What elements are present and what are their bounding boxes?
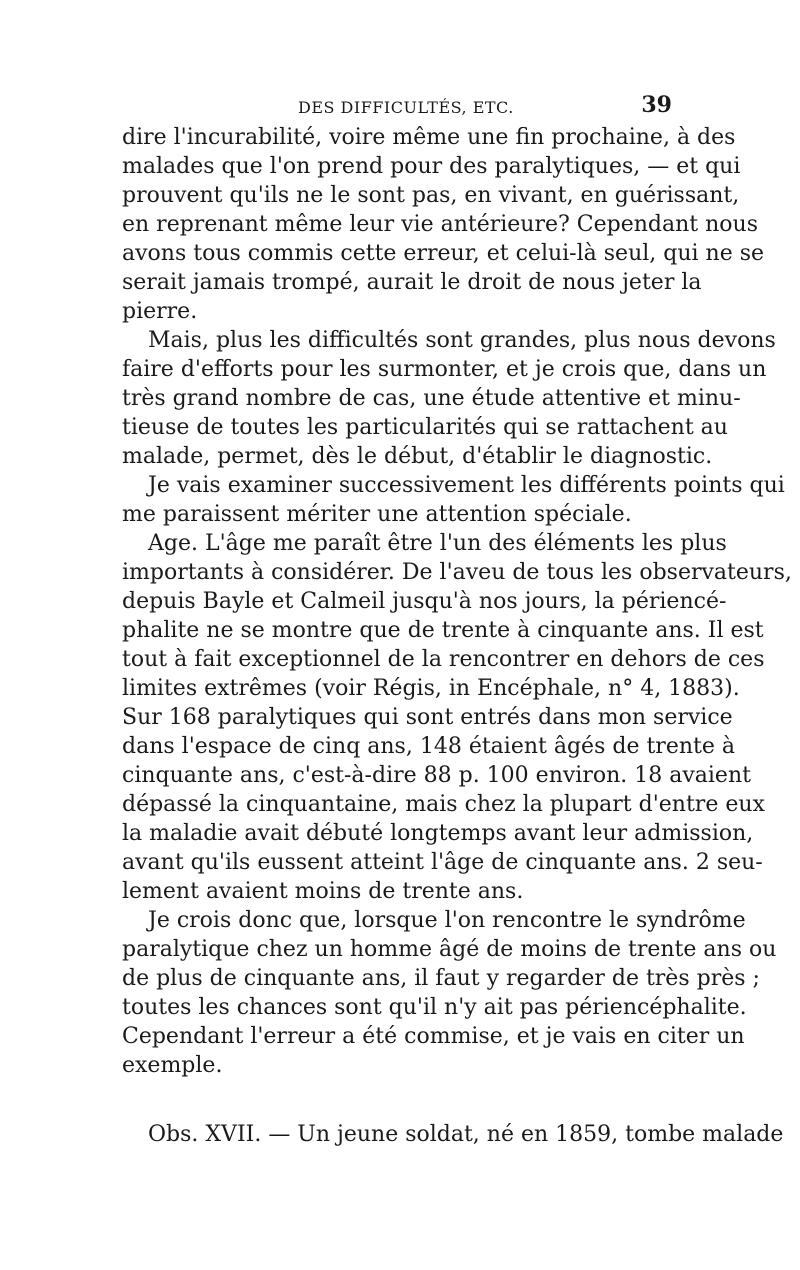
- text-line: limites extrêmes (voir Régis, in Encéphale, n° 4, 1883).: [122, 676, 740, 701]
- text-line: tieuse de toutes les particularités qui se rattachent au: [122, 415, 728, 440]
- text-line: cinquante ans, c'est-à-dire 88 p. 100 environ. 18 avaient: [122, 763, 751, 788]
- body-text: [122, 123, 792, 1149]
- text-line: avons tous commis cette erreur, et celui-là seul, qui ne se: [122, 241, 765, 266]
- text-line: importants à considérer. De l'aveu de tous les observateurs,: [122, 560, 792, 585]
- text-line: très grand nombre de cas, une étude attentive et minu-: [122, 386, 741, 411]
- text-line: Je vais examiner successivement les différents points qui: [148, 473, 785, 498]
- text-line: exemple.: [122, 1053, 223, 1078]
- observation-heading: Obs. XVII. — Un jeune soldat, né en 1859, tombe malade: [148, 1122, 784, 1147]
- text-line: malades que l'on prend pour des paralytiques, — et qui: [122, 154, 741, 179]
- text-line: lement avaient moins de trente ans.: [122, 879, 524, 904]
- text-line: serait jamais trompé, aurait le droit de nous jeter la: [122, 270, 702, 295]
- text-line: toutes les chances sont qu'il n'y ait pas périencéphalite.: [122, 995, 747, 1020]
- text-line: dépassé la cinquantaine, mais chez la plupart d'entre eux: [122, 792, 765, 817]
- text-line: malade, permet, dès le début, d'établir le diagnostic.: [122, 444, 713, 469]
- text-line: faire d'efforts pour les surmonter, et je crois que, dans un: [122, 357, 767, 382]
- text-line: depuis Bayle et Calmeil jusqu'à nos jours, la périencé-: [122, 589, 727, 614]
- text-line: pierre.: [122, 299, 198, 324]
- text-line: paralytique chez un homme âgé de moins de trente ans ou: [122, 937, 777, 962]
- text-line: me paraissent mériter une attention spéciale.: [122, 502, 632, 527]
- text-line: Age. L'âge me paraît être l'un des éléments les plus: [148, 531, 727, 556]
- text-line: tout à fait exceptionnel de la rencontrer en dehors de ces: [122, 647, 765, 672]
- text-line: de plus de cinquante ans, il faut y regarder de très près ;: [122, 966, 760, 991]
- text-line: phalite ne se montre que de trente à cinquante ans. Il est: [122, 618, 764, 643]
- text-line: dire l'incurabilité, voire même une fin prochaine, à des: [122, 125, 736, 150]
- page-number: 39: [641, 92, 672, 118]
- text-line: Je crois donc que, lorsque l'on rencontre le syndrôme: [148, 908, 746, 933]
- text-line: Cependant l'erreur a été commise, et je vais en citer un: [122, 1024, 745, 1049]
- text-line: prouvent qu'ils ne le sont pas, en vivant, en guérissant,: [122, 183, 740, 208]
- text-line: la maladie avait débuté longtemps avant leur admission,: [122, 821, 754, 846]
- running-head: DES DIFFICULTÉS, ETC.: [298, 98, 514, 117]
- text-line: Mais, plus les difficultés sont grandes, plus nous devons: [148, 328, 776, 353]
- text-line: en reprenant même leur vie antérieure? Cependant nous: [122, 212, 759, 237]
- text-line: Sur 168 paralytiques qui sont entrés dans mon service: [122, 705, 733, 730]
- text-line: avant qu'ils eussent atteint l'âge de cinquante ans. 2 seu-: [122, 850, 763, 875]
- page-header: [122, 92, 672, 122]
- text-line: dans l'espace de cinq ans, 148 étaient âgés de trente à: [122, 734, 735, 759]
